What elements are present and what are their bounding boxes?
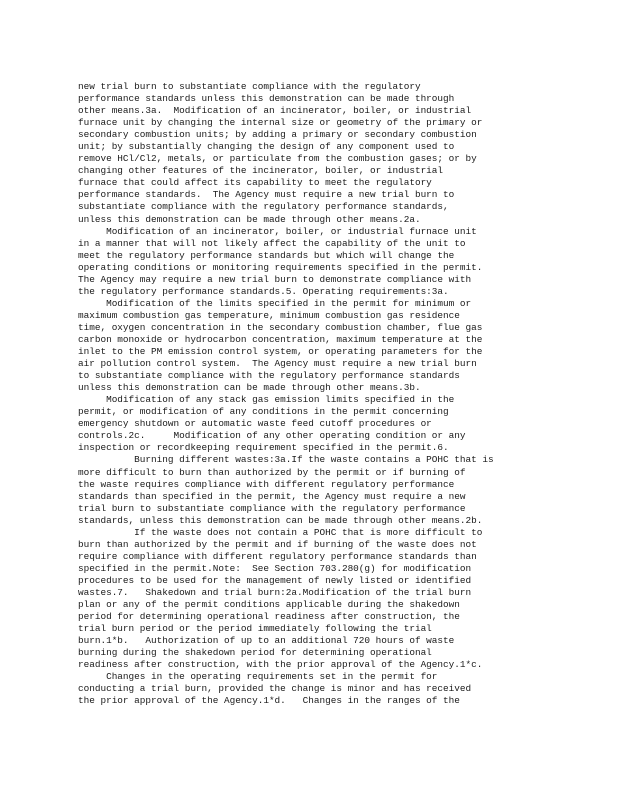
text-line: Burning different wastes:3a.If the waste contains a POHC that is xyxy=(78,454,494,466)
text-line: conducting a trial burn, provided the change is minor and has received xyxy=(78,683,472,695)
text-line: unless this demonstration can be made through other means.2a. xyxy=(78,213,421,225)
text-line: readiness after construction, with the prior approval of the Agency.1*c. xyxy=(78,659,483,671)
text-line: plan or any of the permit conditions applicable during the shakedown xyxy=(78,599,460,611)
text-line: procedures to be used for the management of newly listed or identified xyxy=(78,574,472,586)
text-line: permit, or modification of any conditions in the permit concerning xyxy=(78,406,449,418)
text-line: trial burn period or the period immediately following the trial xyxy=(78,623,432,635)
text-line: the waste requires compliance with different regulatory performance xyxy=(78,478,455,490)
text-line: inspection or recordkeeping requirement specified in the permit.6. xyxy=(78,442,449,454)
text-line: Modification of an incinerator, boiler, or industrial furnace unit xyxy=(78,225,477,237)
text-line: controls.2c. Modification of any other operating condition or any xyxy=(78,430,466,442)
text-line: Modification of the limits specified in the permit for minimum or xyxy=(78,297,472,309)
text-line: wastes.7. Shakedown and trial burn:2a.Modification of the trial burn xyxy=(78,586,472,598)
text-line: standards, unless this demonstration can be made through other means.2b. xyxy=(78,514,483,526)
text-line: air pollution control system. The Agency must require a new trial burn xyxy=(78,358,477,370)
text-line: secondary combustion units; by adding a primary or secondary combustion xyxy=(78,129,477,141)
text-line: operating conditions or monitoring requirements specified in the permit. xyxy=(78,261,483,273)
text-line: burning during the shakedown period for determining operational xyxy=(78,647,432,659)
text-line: emergency shutdown or automatic waste feed cutoff procedures or xyxy=(78,418,432,430)
text-line: maximum combustion gas temperature, minimum combustion gas residence xyxy=(78,309,460,321)
text-line: new trial burn to substantiate compliance with the regulatory xyxy=(78,81,421,92)
text-line: more difficult to burn than authorized by the permit or if burning of xyxy=(78,466,466,478)
document-body-text xyxy=(78,81,548,707)
text-line: require compliance with different regulatory performance standards than xyxy=(78,550,477,562)
text-line: the prior approval of the Agency.1*d. Changes in the ranges of the xyxy=(78,695,460,707)
text-line: other means.3a. Modification of an incinerator, boiler, or industrial xyxy=(78,105,472,117)
text-line: remove HCl/Cl2, metals, or particulate from the combustion gases; or by xyxy=(78,153,477,165)
text-line: unless this demonstration can be made through other means.3b. xyxy=(78,382,421,394)
text-line: specified in the permit.Note: See Section 703.280(g) for modification xyxy=(78,562,472,574)
text-line: performance standards unless this demonstration can be made through xyxy=(78,93,455,105)
text-line: time, oxygen concentration in the secondary combustion chamber, flue gas xyxy=(78,321,483,333)
text-line: The Agency may require a new trial burn to demonstrate compliance with xyxy=(78,273,472,285)
text-line: changing other features of the incinerator, boiler, or industrial xyxy=(78,165,444,177)
text-line: burn.1*b. Authorization of up to an additional 720 hours of waste xyxy=(78,635,455,647)
text-line: in a manner that will not likely affect the capability of the unit to xyxy=(78,237,466,249)
text-line: the regulatory performance standards.5. Operating requirements:3a. xyxy=(78,285,449,297)
text-line: performance standards. The Agency must require a new trial burn to xyxy=(78,189,455,201)
text-line: furnace unit by changing the internal size or geometry of the primary or xyxy=(78,117,483,129)
text-line: unit; by substantially changing the design of any component used to xyxy=(78,141,455,153)
text-line: burn than authorized by the permit and if burning of the waste does not xyxy=(78,538,477,550)
text-line: standards than specified in the permit, the Agency must require a new xyxy=(78,490,466,502)
text-line: trial burn to substantiate compliance with the regulatory performance xyxy=(78,502,466,514)
text-line: inlet to the PM emission control system, or operating parameters for the xyxy=(78,346,483,358)
text-line: Changes in the operating requirements set in the permit for xyxy=(78,671,438,683)
text-line: period for determining operational readiness after construction, the xyxy=(78,611,460,623)
text-line: carbon monoxide or hydrocarbon concentration, maximum temperature at the xyxy=(78,333,483,345)
text-line: substantiate compliance with the regulatory performance standards, xyxy=(78,201,449,213)
text-line: meet the regulatory performance standards but which will change the xyxy=(78,249,455,261)
text-line: furnace that could affect its capability to meet the regulatory xyxy=(78,177,432,189)
text-line: to substantiate compliance with the regulatory performance standards xyxy=(78,370,460,382)
text-line: Modification of any stack gas emission limits specified in the xyxy=(78,394,455,406)
text-line: If the waste does not contain a POHC that is more difficult to xyxy=(78,526,483,538)
